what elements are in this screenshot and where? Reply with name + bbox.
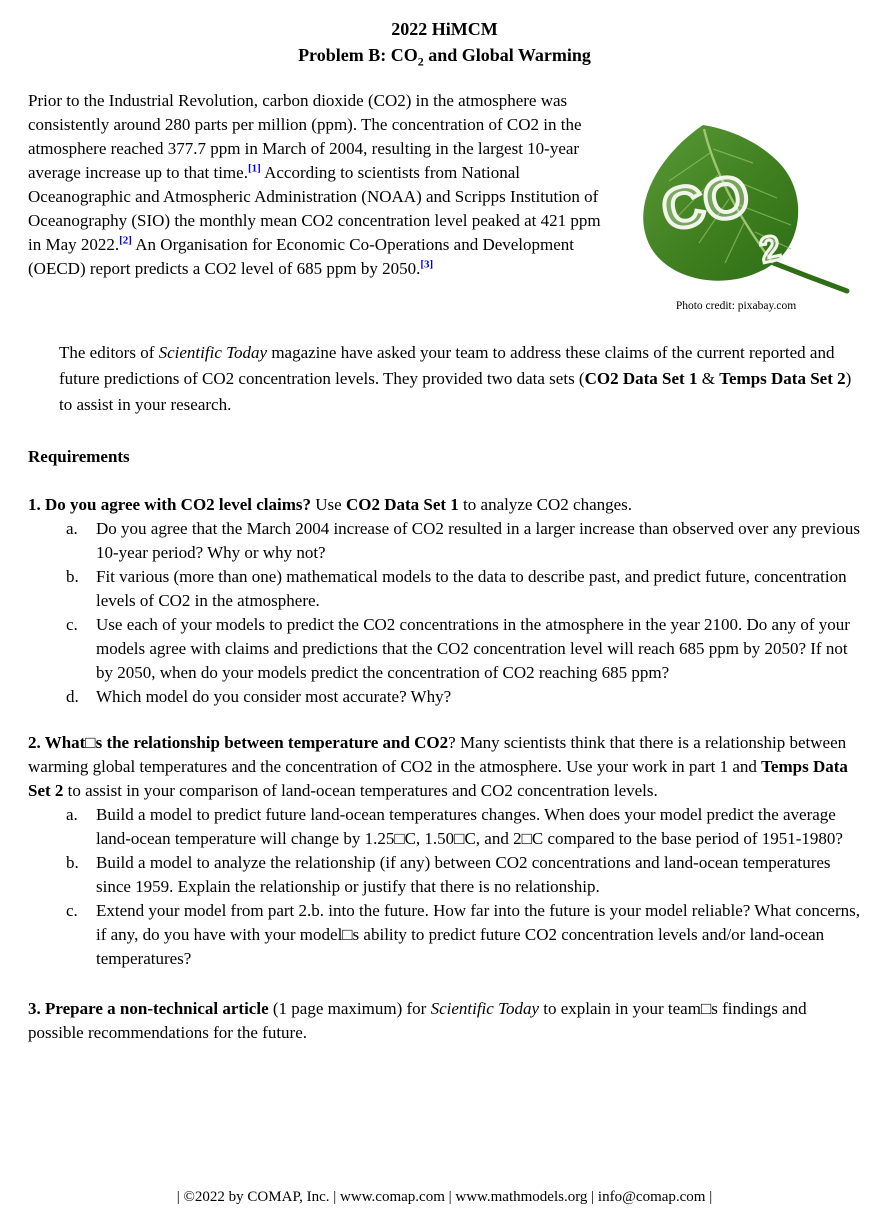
list-item: [28, 613, 861, 685]
list-marker: a.: [66, 805, 78, 824]
leaf-shape: [643, 125, 847, 291]
intro-text-3: An Organisation for Economic Co-Operations and Development (OECD) report predicts a CO2 level of 685 ppm by 2050.: [28, 235, 575, 278]
list-marker: c.: [66, 901, 78, 920]
intro-section: [28, 89, 861, 313]
dataset-1-name: CO2 Data Set 1: [584, 369, 698, 388]
leaf-co2-subscript: 2: [756, 226, 785, 271]
document-title: [28, 16, 861, 68]
requirements-heading: Requirements: [28, 447, 130, 466]
copyright-footer: | ©2022 by COMAP, Inc. | www.comap.com | www.mathmodels.org | info@comap.com |: [176, 1189, 713, 1205]
reference-link-2[interactable]: [2]: [119, 234, 132, 247]
requirement-3-lead: 3. Prepare a non-technical article (1 page maximum) for Scientific Today to explain in your team□s findings and possible recommendations for the future.: [28, 999, 807, 1042]
list-item: [28, 517, 861, 565]
requirement-1-lead: 1. Do you agree with CO2 level claims? Use CO2 Data Set 1 to analyze CO2 changes.: [28, 495, 633, 514]
list-marker: a.: [66, 519, 78, 538]
requirement-2-list: [28, 803, 861, 971]
magazine-name: Scientific Today: [158, 343, 268, 362]
co2-leaf-figure: [611, 119, 861, 313]
list-item: [28, 899, 861, 971]
list-item-text: Build a model to predict future land-ocean temperatures changes. When does your model predict the average land-ocean temperature will change by 1.25□C, 1.50□C, and 2□C compared to the base period of 1951-1980?: [96, 805, 843, 848]
photo-credit-caption: Photo credit: pixabay.com: [675, 300, 797, 312]
reference-link-1[interactable]: [1]: [247, 162, 261, 175]
co2-leaf-image: [611, 119, 861, 297]
list-marker: b.: [66, 567, 79, 586]
intro-paragraph: [28, 89, 611, 313]
list-item: [28, 685, 861, 709]
list-item-text: Which model do you consider most accurate? Why?: [96, 687, 452, 706]
reference-link-3[interactable]: [3]: [420, 258, 434, 271]
list-item-text: Do you agree that the March 2004 increase of CO2 resulted in a larger increase than observed over any previous 10-year period? Why or why not?: [96, 519, 860, 562]
list-item: [28, 565, 861, 613]
requirement-1-list: [28, 517, 861, 709]
list-item: [28, 851, 861, 899]
list-marker: d.: [66, 687, 79, 706]
title-line-2: Problem B: $CO_2$ and Global Warming: [298, 45, 591, 69]
leaf-co2-text: CO: [656, 162, 755, 244]
brief-paragraph: The editors of Scientific Today magazine have asked your team to address these claims of the current reported and future predictions of CO2 concentration levels. They provided two data sets (CO2 Data Set 1 & Temps Data Set 2) to assist in your research.: [59, 343, 852, 414]
intro-text-2: According to scientists from National Oceanographic and Atmospheric Administration (NOAA) and Scripps Institution of Oceanography (SIO) the monthly mean CO2 concentration level peaked at 421 ppm in May 2022.: [28, 163, 601, 254]
intro-text-1: Prior to the Industrial Revolution, carbon dioxide (CO2) in the atmosphere was consistently around 280 parts per million (ppm). The concentration of CO2 in the atmosphere reached 377.7 ppm in March of 2004, resulting in the largest 10-year average increase up to that time.: [28, 91, 582, 182]
magazine-name: Scientific Today: [430, 999, 540, 1018]
list-marker: b.: [66, 853, 79, 872]
list-item: [28, 803, 861, 851]
list-item-text: Extend your model from part 2.b. into the future. How far into the future is your model reliable? What concerns, if any, do you have with your model□s ability to predict future CO2 concentration levels and/or land-ocean temperatures?: [96, 901, 860, 968]
dataset-2-name: Temps Data Set 2: [719, 369, 846, 388]
list-item-text: Build a model to analyze the relationship (if any) between CO2 concentrations and land-ocean temperatures since 1959. Explain the relationship or justify that there is no relationship.: [96, 853, 831, 896]
co2-subscript: 2: [417, 54, 424, 69]
list-item-text: Fit various (more than one) mathematical models to the data to describe past, and predict future, concentration levels of CO2 in the atmosphere.: [96, 567, 847, 610]
list-item-text: Use each of your models to predict the CO2 concentrations in the atmosphere in the year 2100. Do any of your models agree with claims and predictions that the CO2 concentration level will reach 685 ppm by 2050? If not by 2050, when do your models predict the concentration of CO2 reaching 685 ppm?: [96, 615, 850, 682]
requirement-2-lead: 2. What□s the relationship between temperature and CO2? Many scientists think that there is a relationship between warming global temperatures and the concentration of CO2 in the atmosphere. Use your work in part 1 and Temps Data Set 2 to assist in your comparison of land-ocean temperatures and CO2 concentration levels.: [28, 733, 848, 800]
title-line-1: 2022 HiMCM: [391, 19, 498, 39]
list-marker: c.: [66, 615, 78, 634]
